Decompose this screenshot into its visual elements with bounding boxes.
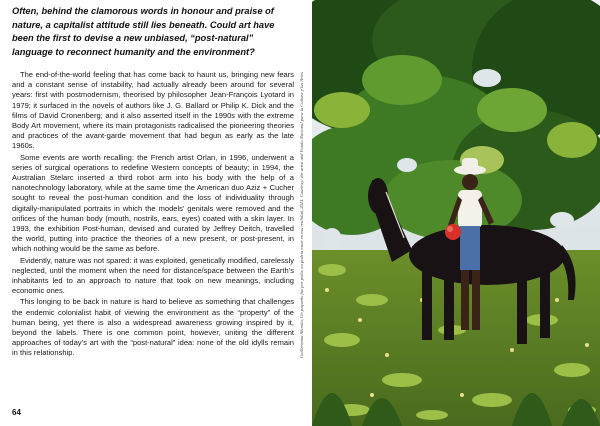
intro-paragraph: Often, behind the clamorous words in honour and praise of nature, a capitalist attitude still lies beneath. Could art have been the first to devise a new unbiased, “post-natural” language to reconnect humanity and the environment?	[12, 6, 275, 57]
body-paragraph: This longing to be back in nature is hard to believe as something that challenges the endemic colonialist habit of viewing the environment as the “property” of the human being, yet there is also a widespread awareness growing inspired by it, beyond the labels. There is one common point, however, uniting the different approaches of today’s art with the “post-natural” idea: none of the old idylls remain in this relationship.	[12, 297, 294, 358]
painting-svg	[312, 0, 600, 426]
body-paragraph: Evidently, nature was not spared: it was exploited, genetically modified, carelessly neglected, until the moment when the need for distance/space between the Earth’s inhabitants led to an approach to nature that took on new meanings, including economic ones.	[12, 255, 294, 296]
article-body	[12, 70, 294, 360]
body-paragraph: The end-of-the-world feeling that has come back to haunt us, bringing new fears and a constant sense of instability, had actually already been around for several years: first with postmodernism, theorised by philosopher Jean-François Lyotard in 1979; it surfaced in the novels of authors like J. G. Ballard or Philip K. Dick and the films of David Cronenberg; and it also asserted itself in the 1990s with the extreme Body Art movement, where its main protagonists radicalised the pioneering theories and practices of the avant-garde movement that had begun as early as the late 1960s.	[12, 70, 294, 151]
painting-image	[312, 0, 600, 426]
page-number: 64	[12, 408, 21, 417]
body-paragraph: Some events are worth recalling: the French artist Orlan, in 1996, underwent a series of surgical operations to redefine Western concepts of beauty; in 1994, the Australian Stelarc inserted a third robot arm into his body with the help of a nanotechnology laboratory, while at the same time the American duo Aziz + Cucher sought to reveal the post-human condition and the loss of individuality through digitally-manipulated portraits in which the models’ genitals were removed and the orifices of the human body (mouth, nostrils, ears, eyes) coated with a skin layer. In 1993, the exhibition Post-human, devised and curated by Jeffrey Deitch, travelled the world, putting into practice the theories of a new present, or post-present, in which nothing would be the same as before.	[12, 152, 294, 254]
image-caption: Guillermina Akinola, Un pequeño fue por pedir, no podría estar en esa realidad, 2021. Courtesy: the artist and Fondo Nacional para la Cultura y las Artes	[299, 71, 304, 359]
red-flower-bouquet	[445, 224, 461, 240]
